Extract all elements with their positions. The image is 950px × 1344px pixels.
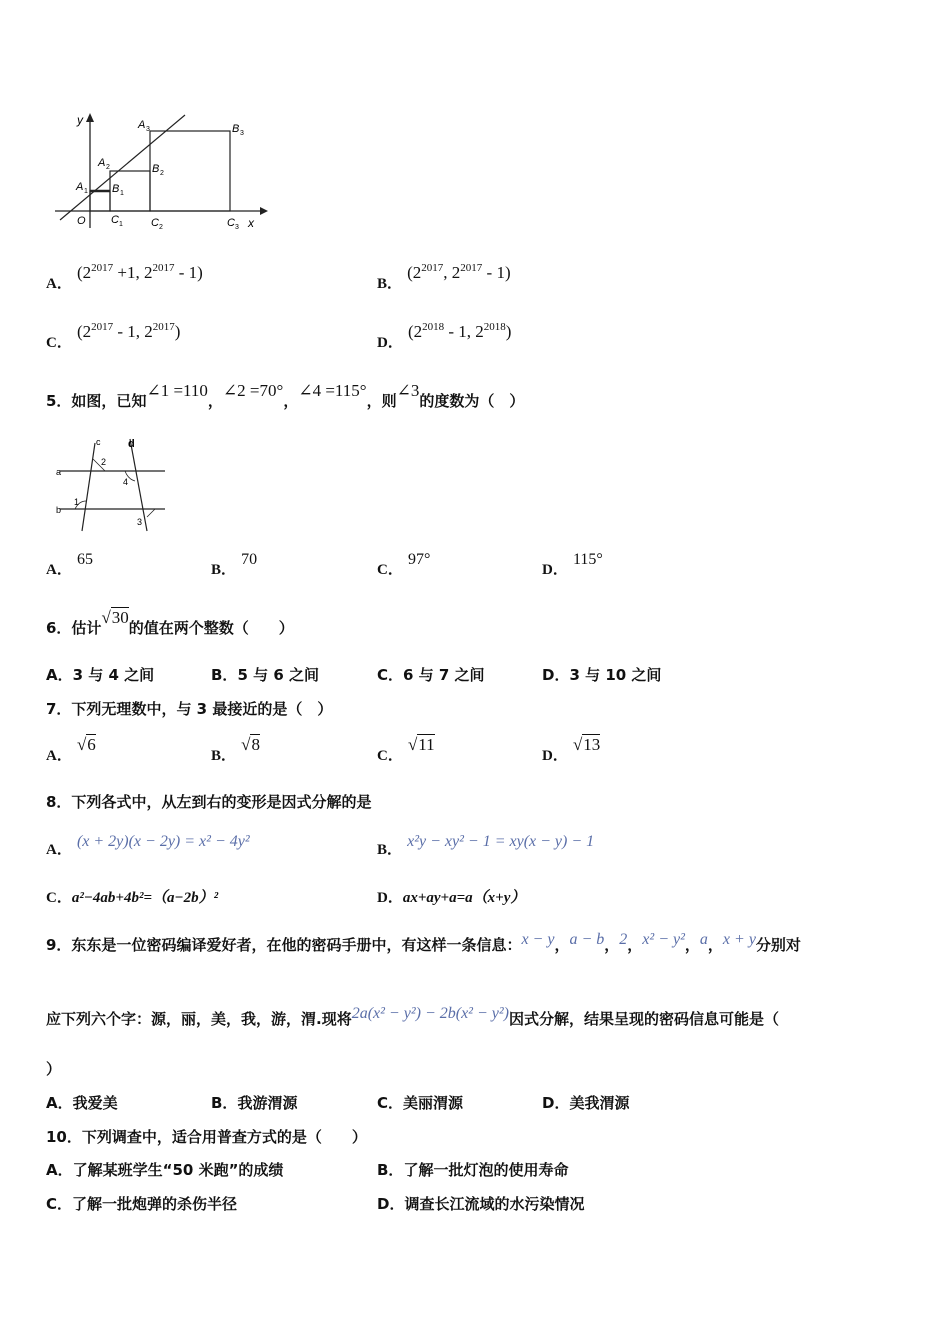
c2-sub: 2 <box>159 224 163 231</box>
q4-option-b[interactable] <box>377 262 511 292</box>
q10-option-b[interactable]: B．了解一批灯泡的使用寿命 <box>377 1161 569 1179</box>
q6-option-d[interactable]: D．3 与 10 之间 <box>542 666 662 684</box>
angle-4-label: 4 <box>123 477 129 487</box>
q9-option-d[interactable]: D．美我渭源 <box>542 1094 630 1112</box>
option-math: ($2^{2017} +1$, $2^{2017} - 1$) <box>76 262 203 282</box>
a1-sub: 1 <box>84 188 88 195</box>
a2-label: A <box>98 157 106 169</box>
b1-sub: 1 <box>120 190 124 197</box>
q10-option-c[interactable]: C．了解一批炮弹的杀伤半径 <box>46 1195 238 1213</box>
q9-line-1: 9．东东是一位密码编译爱好者，在他的密码手册中，有这样一条信息：x − y，a − b，2，x² − y²，a，x + y分别对 <box>46 931 801 954</box>
c1-label: C <box>111 214 119 226</box>
option-math: ($2^{2018} - 1$, $2^{2018}$) <box>407 321 512 341</box>
q10-option-a[interactable]: A．了解某班学生“50 米跑”的成绩 <box>46 1161 284 1179</box>
q8-option-d[interactable]: D．ax+ay+a=a（x+y） <box>377 890 526 906</box>
a-label: a <box>56 467 62 477</box>
q5-figure <box>55 435 175 535</box>
q5-option-c[interactable]: C． 97° <box>377 551 431 578</box>
angle-2-label: 2 <box>101 457 107 467</box>
c1-sub: 1 <box>119 221 123 228</box>
c-label: c <box>96 437 101 447</box>
option-label: A． <box>46 276 72 292</box>
q7-option-c[interactable]: C． √11 <box>377 735 435 764</box>
c2-label: C <box>151 217 159 229</box>
q8-stem: 8．下列各式中，从左到右的变形是因式分解的是 <box>46 793 372 811</box>
q5-option-a[interactable]: A． 65 <box>46 551 93 578</box>
square-1 <box>90 191 110 211</box>
sqrt-30: √30 <box>101 608 129 627</box>
b3-label: B <box>232 123 240 135</box>
q4-option-d[interactable] <box>377 321 512 351</box>
d-label: d <box>128 438 135 450</box>
angle-3-arc <box>147 509 155 517</box>
b2-label: B <box>152 163 160 175</box>
angle-3-label: 3 <box>137 517 143 527</box>
q10-option-d[interactable]: D．调查长江流域的水污染情况 <box>377 1195 585 1213</box>
q8-option-b[interactable]: B． x²y − xy² − 1 = xy(x − y) − 1 <box>377 833 595 858</box>
x-label: x <box>248 216 254 230</box>
c3-label: C <box>227 217 235 229</box>
c3-sub: 3 <box>235 224 239 231</box>
q9-option-a[interactable]: A．我爱美 <box>46 1094 118 1112</box>
q9-line-3: ） <box>46 1060 62 1078</box>
q6-option-b[interactable]: B．5 与 6 之间 <box>211 666 319 684</box>
q6-stem: 6．估计√30的值在两个整数（ ） <box>46 608 294 637</box>
q4-option-a[interactable] <box>46 262 203 292</box>
b1-label: B <box>112 183 120 195</box>
q6-option-c[interactable]: C．6 与 7 之间 <box>377 666 485 684</box>
sqrt-11: √11 <box>407 735 435 754</box>
q5-option-b[interactable]: B． 70 <box>211 551 258 578</box>
b2-sub: 2 <box>160 170 164 177</box>
option-math: ($2^{2017} - 1$, $2^{2017}$) <box>76 321 181 341</box>
a1-label: A <box>76 181 84 193</box>
q10-stem: 10．下列调查中，适合用普查方式的是（ ） <box>46 1128 367 1146</box>
a3-label: A <box>138 119 146 131</box>
a2-sub: 2 <box>106 164 110 171</box>
b-label: b <box>56 505 62 515</box>
y-axis-arrow <box>86 113 94 122</box>
option-label: D． <box>377 335 403 351</box>
a3-sub: 3 <box>146 126 150 133</box>
y-label: y <box>77 113 83 127</box>
q9-line-2: 应下列六个字：源，丽，美，我，游，渭.现将2a(x² − y²) − 2b(x² − y²)因式分解，结果呈现的密码信息可能是（ <box>46 1005 780 1028</box>
sqrt-6: √6 <box>76 735 96 754</box>
q6-option-a[interactable]: A．3 与 4 之间 <box>46 666 155 684</box>
q7-option-a[interactable]: A． √6 <box>46 735 96 764</box>
q4-option-c[interactable] <box>46 321 181 351</box>
q7-stem: 7．下列无理数中，与 3 最接近的是（ ） <box>46 700 333 718</box>
q7-option-b[interactable]: B． √8 <box>211 735 260 764</box>
q9-option-c[interactable]: C．美丽渭源 <box>377 1094 464 1112</box>
origin-label: O <box>77 215 86 227</box>
sqrt-8: √8 <box>241 735 260 754</box>
q7-option-d[interactable]: D． √13 <box>542 735 601 764</box>
q8-option-c[interactable]: C．a²−4ab+4b²=（a−2b）² <box>46 890 219 906</box>
sqrt-13: √13 <box>572 735 601 754</box>
q8-option-a[interactable]: A． (x + 2y)(x − 2y) = x² − 4y² <box>46 833 250 858</box>
q5-option-d[interactable]: D． 115° <box>542 551 603 578</box>
x-axis-arrow <box>260 207 268 215</box>
q9-option-b[interactable]: B．我游渭源 <box>211 1094 298 1112</box>
angle-1-label: 1 <box>74 497 80 507</box>
line-c <box>82 443 95 531</box>
b3-sub: 3 <box>240 130 244 137</box>
q4-figure <box>50 110 275 235</box>
option-math: ($2^{2017}$, $2^{2017} - 1$) <box>407 262 511 282</box>
option-label: B． <box>377 276 403 292</box>
option-label: C． <box>46 335 72 351</box>
q5-stem: 5．如图，已知∠1 =110，∠2 =70°，∠4 =115°，则∠3的度数为（ ） <box>46 381 525 410</box>
